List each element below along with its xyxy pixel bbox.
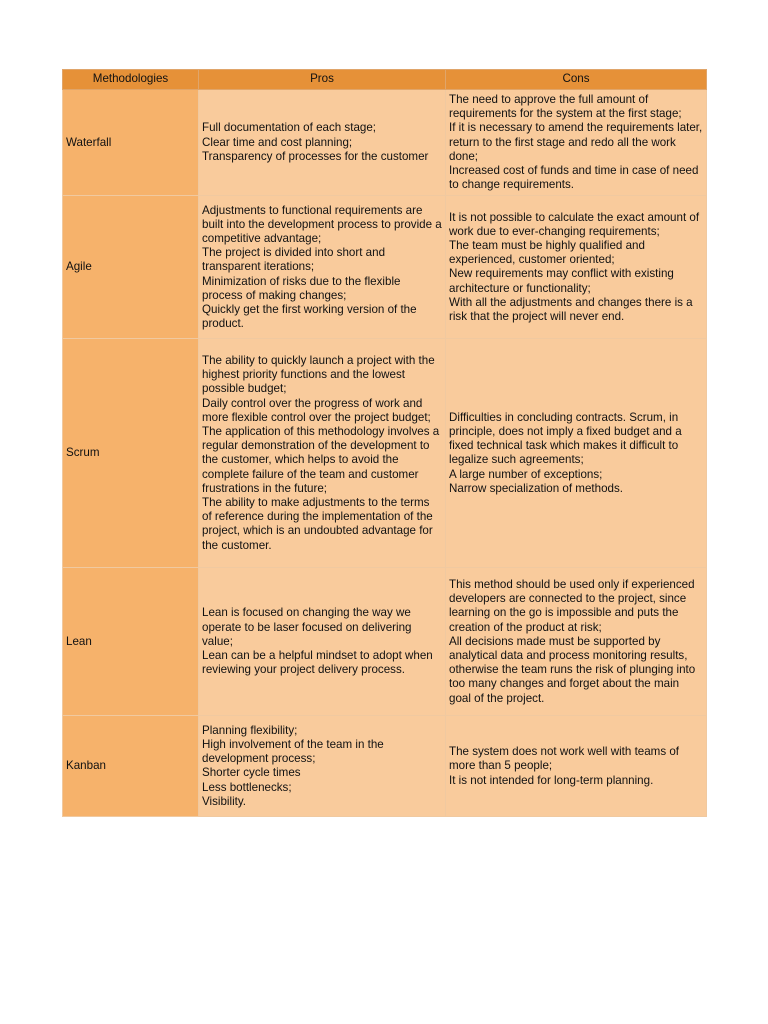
cons-cell bbox=[446, 716, 707, 817]
pros-item: Daily control over the progress of work and more flexible control over the project budget; bbox=[202, 396, 431, 424]
pros-cell bbox=[199, 196, 446, 339]
table-row bbox=[63, 339, 707, 568]
cons-item: New requirements may conflict with existing architecture or functionality; bbox=[449, 267, 674, 295]
cons-cell bbox=[446, 568, 707, 716]
cons-item: If it is necessary to amend the requirements later, return to the first stage and redo all the work done; bbox=[449, 121, 703, 163]
table-row bbox=[63, 90, 707, 196]
pros-item: Lean is focused on changing the way we operate to be laser focused on delivering value; bbox=[202, 606, 412, 648]
cons-item: A large number of exceptions; bbox=[449, 467, 603, 481]
table-body bbox=[63, 90, 707, 817]
pros-item: The application of this methodology involves a regular demonstration of the development to the customer, which helps to avoid the complete failure of the team and customer frustrations in the future; bbox=[202, 425, 440, 495]
table-row bbox=[63, 568, 707, 716]
pros-item: Adjustments to functional requirements are built into the development process to provide a competitive advantage; bbox=[202, 203, 442, 245]
pros-item: Full documentation of each stage; bbox=[202, 121, 377, 135]
pros-item: Minimization of risks due to the flexible process of making changes; bbox=[202, 274, 401, 302]
methodology-name: Waterfall bbox=[63, 90, 199, 196]
cons-item: Narrow specialization of methods. bbox=[449, 481, 623, 495]
table-row bbox=[63, 196, 707, 339]
pros-item: High involvement of the team in the development process; bbox=[202, 738, 384, 766]
pros-item: Clear time and cost planning; bbox=[202, 135, 353, 149]
pros-item: Quickly get the first working version of the product. bbox=[202, 302, 417, 331]
header-pros: Pros bbox=[199, 70, 446, 90]
cons-item: All decisions made must be supported by analytical data and process monitoring results, otherwise the team runs the risk of plunging into too many changes and forget about the main goal of the project. bbox=[449, 634, 696, 705]
pros-item: Transparency of processes for the customer bbox=[202, 149, 429, 163]
cons-cell bbox=[446, 90, 707, 196]
cons-item: The team must be highly qualified and experienced, customer oriented; bbox=[449, 239, 645, 267]
cons-item: It is not intended for long-term planning. bbox=[449, 773, 654, 787]
cons-item: Increased cost of funds and time in case of need to change requirements. bbox=[449, 164, 699, 192]
pros-cell bbox=[199, 339, 446, 568]
pros-item: Planning flexibility; bbox=[202, 723, 298, 737]
pros-item: Visibility. bbox=[202, 794, 247, 808]
pros-item: Lean can be a helpful mindset to adopt when reviewing your project delivery process. bbox=[202, 649, 433, 677]
methodologies-table bbox=[62, 69, 707, 817]
pros-item: The ability to make adjustments to the terms of reference during the implementation of the project, which is an undoubted advantage for the customer. bbox=[202, 496, 433, 552]
pros-item: Shorter cycle times bbox=[202, 766, 301, 780]
cons-item: With all the adjustments and changes there is a risk that the project will never end. bbox=[449, 295, 693, 324]
cons-cell bbox=[446, 339, 707, 568]
cons-item: The need to approve the full amount of requirements for the system at the first stage; bbox=[449, 93, 682, 121]
methodology-name: Agile bbox=[63, 196, 199, 339]
pros-item: Less bottlenecks; bbox=[202, 780, 292, 794]
cons-item: This method should be used only if experienced developers are connected to the project, since learning on the go is impossible and puts the creation of the product at risk; bbox=[449, 578, 695, 634]
table-row bbox=[63, 716, 707, 817]
pros-item: The ability to quickly launch a project with the highest priority functions and the lowest possible budget; bbox=[202, 354, 435, 396]
header-cons: Cons bbox=[446, 70, 707, 90]
cons-item: Difficulties in concluding contracts. Scrum, in principle, does not imply a fixed budget and a fixed technical task which makes it difficult to legalize such agreements; bbox=[449, 410, 682, 467]
methodology-name: Kanban bbox=[63, 716, 199, 817]
cons-item: The system does not work well with teams of more than 5 people; bbox=[449, 745, 680, 773]
pros-cell bbox=[199, 568, 446, 716]
pros-item: The project is divided into short and transparent iterations; bbox=[202, 246, 386, 274]
header-methodologies: Methodologies bbox=[63, 70, 199, 90]
methodology-name: Lean bbox=[63, 568, 199, 716]
cons-item: It is not possible to calculate the exact amount of work due to ever-changing requirements; bbox=[449, 210, 700, 238]
methodology-name: Scrum bbox=[63, 339, 199, 568]
pros-cell bbox=[199, 716, 446, 817]
header-row bbox=[63, 70, 707, 90]
cons-cell bbox=[446, 196, 707, 339]
pros-cell bbox=[199, 90, 446, 196]
